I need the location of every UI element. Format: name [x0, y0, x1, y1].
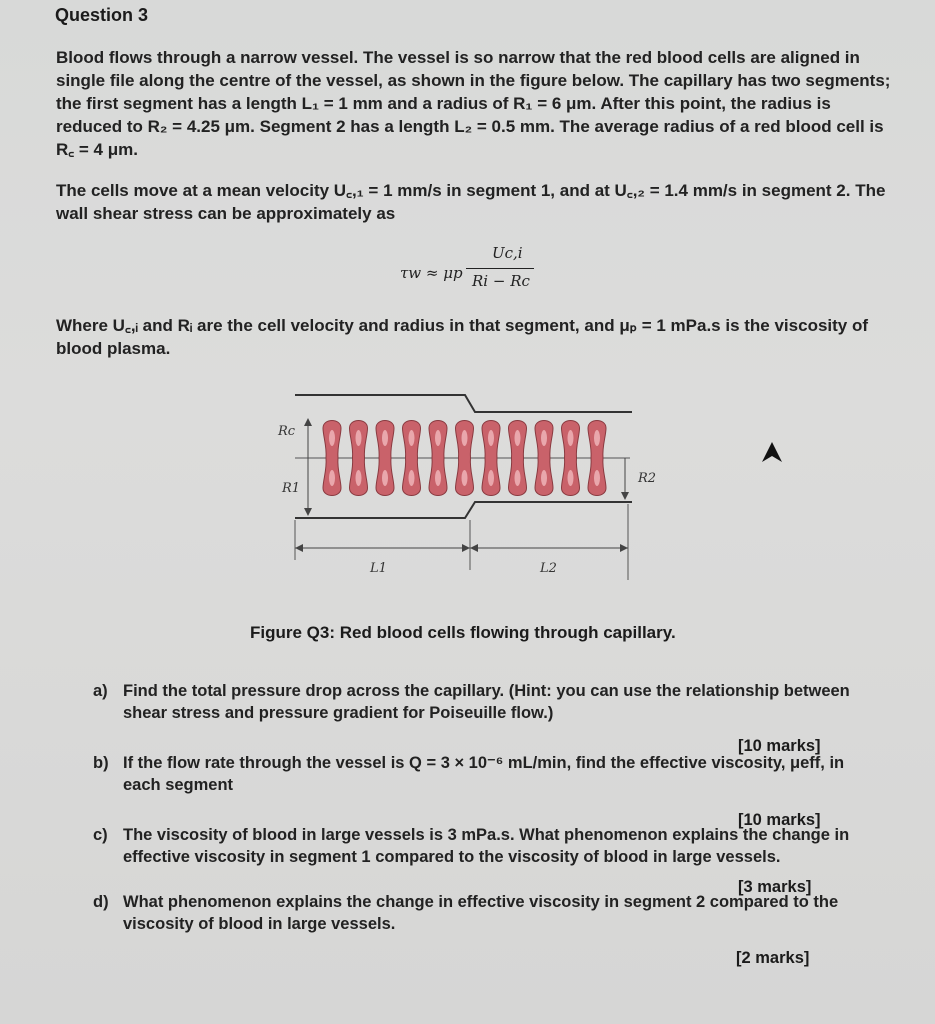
- fraction-bar: [466, 268, 534, 269]
- marks-part-c: [3 marks]: [738, 878, 812, 896]
- mouse-cursor-icon: [760, 440, 784, 468]
- red-blood-cell: [482, 421, 500, 496]
- part-label: b): [93, 754, 109, 772]
- vessel-bottom-wall: [295, 502, 632, 518]
- label-r1: R1: [282, 481, 301, 496]
- label-r2: R2: [638, 471, 657, 486]
- red-blood-cell: [403, 421, 421, 496]
- problem-description: Blood flows through a narrow vessel. The vessel is so narrow that the red blood cells are aligned in single file along the centre of the vessel, as shown in the figure below. The capillary has two segments; the first segment has a length L₁ = 1 mm and a radius of R₁ = 6 μm. After this point, the radius is reduced to R₂ = 4.25 μm. Segment 2 has a length L₂ = 0.5 mm. The average radius of a red blood cell is R꜀ = 4 μm.: [56, 48, 891, 159]
- equation-lhs: τw ≈ μp: [400, 264, 463, 282]
- velocity-description: The cells move at a mean velocity U꜀,₁ = 1 mm/s in segment 1, and at U꜀,₂ = 1.4 mm/s in segment 2. The wall shear stress can be approximately as: [56, 181, 886, 223]
- part-label: c): [93, 826, 108, 844]
- label-l1: L1: [370, 561, 387, 576]
- label-rc: Rc: [278, 424, 296, 439]
- part-text: If the flow rate through the vessel is Q = 3 × 10⁻⁶ mL/min, find the effective viscosity, μeff, in each segment: [123, 754, 845, 794]
- red-blood-cell: [535, 421, 553, 496]
- part-text: What phenomenon explains the change in effective viscosity in segment 2 compared to the viscosity of blood in large vessels.: [123, 893, 839, 933]
- part-text: The viscosity of blood in large vessels is 3 mPa.s. What phenomenon explains the change in effective viscosity in segment 1 compared to the viscosity of blood in large vessels.: [123, 826, 850, 866]
- capillary-figure: [270, 380, 657, 590]
- marks-part-d: [2 marks]: [736, 949, 810, 967]
- part-label: a): [93, 682, 108, 700]
- equation-numerator: Uc,i: [492, 244, 523, 262]
- variable-definition: Where U꜀,ᵢ and Rᵢ are the cell velocity and radius in that segment, and μₚ = 1 mPa.s is the viscosity of blood plasma.: [56, 316, 869, 358]
- part-text: Find the total pressure drop across the capillary. (Hint: you can use the relationship between shear stress and pressure gradient for Poiseuille flow.): [123, 682, 850, 722]
- red-blood-cell: [376, 421, 394, 496]
- part-label: d): [93, 893, 109, 911]
- red-blood-cell: [562, 421, 580, 496]
- red-blood-cell: [509, 421, 527, 496]
- vessel-top-wall: [295, 395, 632, 412]
- red-blood-cell: [429, 421, 447, 496]
- equation-denominator: Ri − Rc: [472, 272, 530, 290]
- red-blood-cell: [456, 421, 474, 496]
- red-blood-cell: [323, 421, 341, 496]
- label-l2: L2: [540, 561, 557, 576]
- marks-part-b: [10 marks]: [738, 811, 821, 829]
- red-blood-cell: [588, 421, 606, 496]
- question-title: Question 3: [55, 5, 149, 25]
- marks-part-a: [10 marks]: [738, 737, 821, 755]
- red-blood-cell: [350, 421, 368, 496]
- figure-caption: Figure Q3: Red blood cells flowing through capillary.: [250, 623, 676, 642]
